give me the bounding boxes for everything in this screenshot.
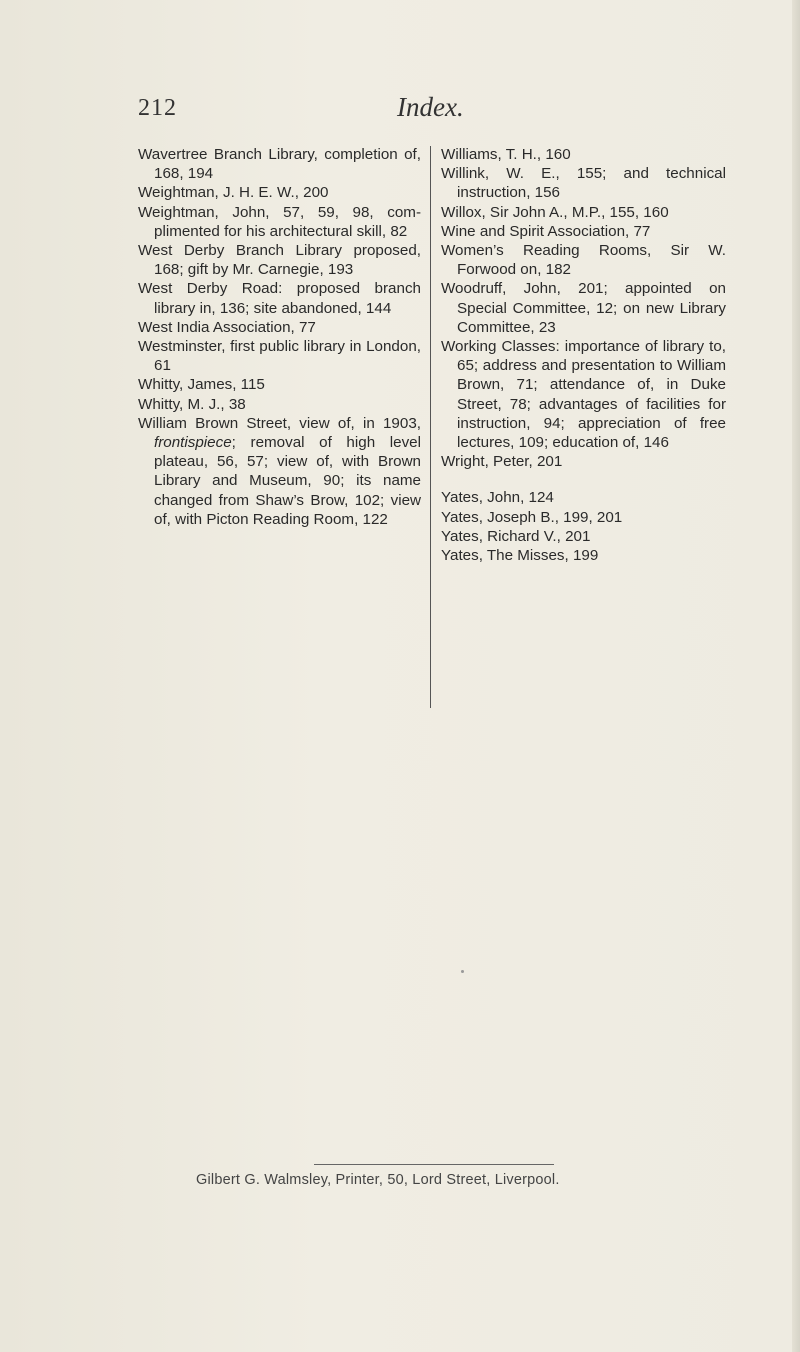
entry-text: William Brown Street, view of, in 1903,: [138, 414, 421, 432]
page-edge: [792, 0, 800, 1352]
index-entry: West Derby Road: proposed branch library in, 136; site abandoned, 144: [138, 280, 421, 317]
index-entry: Working Classes: importance of library to, 65; address and presentation to William Brown, 71; attendance of, in Duke Street, 78; advantages of facilities for instruction, 94; appreciation of free lectures, 109; education of, 146: [441, 338, 726, 452]
index-entry: Yates, Joseph B., 199, 201: [441, 508, 623, 526]
index-entry: Weightman, John, 57, 59, 98, complimented for his architectural skill, 82: [138, 203, 421, 240]
index-entry: Willink, W. E., 155; and technical instruction, 156: [441, 165, 726, 202]
index-entry: Westminster, first public library in London, 61: [138, 338, 421, 375]
paper-speck: [461, 970, 464, 973]
index-entry: Wright, Peter, 201: [441, 453, 563, 471]
column-divider: [430, 146, 431, 708]
index-entry: Yates, John, 124: [441, 489, 554, 507]
index-entry: Whitty, James, 115: [138, 376, 265, 394]
index-entry: Willox, Sir John A., M.P., 155, 160: [441, 203, 669, 221]
entry-text: ; removal of high level plateau, 56, 57; view of, with Brown Library and Museum, 90; its name changed from Shaw’s Brow, 102; view of, with Picton Reading Room, 122: [154, 434, 421, 528]
index-entry: Yates, Richard V., 201: [441, 527, 591, 545]
index-entry: West India Association, 77: [138, 318, 316, 336]
entry-italic-text: frontispiece: [154, 434, 232, 452]
index-entry: Woodruff, John, 201; appointed on Special Committee, 12; on new Library Committee, 23: [441, 280, 726, 336]
index-column-right: [441, 145, 726, 565]
page-number: 212: [138, 95, 177, 121]
index-entry: Wine and Spirit Association, 77: [441, 222, 651, 240]
index-entry: Whitty, M. J., 38: [138, 395, 246, 413]
footer-rule: [314, 1164, 554, 1165]
index-entry-william-brown-street: [138, 414, 421, 529]
index-entry: Weightman, J. H. E. W., 200: [138, 184, 329, 202]
page-title: Index.: [397, 92, 464, 122]
index-entry: Wavertree Branch Library, completion of, 168, 194: [138, 146, 421, 183]
index-entry: Williams, T. H., 160: [441, 146, 571, 163]
index-column-left: [138, 145, 421, 529]
index-entry: Women’s Reading Rooms, Sir W. Forwood on, 182: [441, 242, 726, 279]
printer-imprint: Gilbert G. Walmsley, Printer, 50, Lord Street, Liverpool.: [196, 1172, 560, 1188]
index-entry: West Derby Branch Library proposed, 168; gift by Mr. Carnegie, 193: [138, 242, 421, 279]
index-entry: Yates, The Misses, 199: [441, 547, 599, 565]
